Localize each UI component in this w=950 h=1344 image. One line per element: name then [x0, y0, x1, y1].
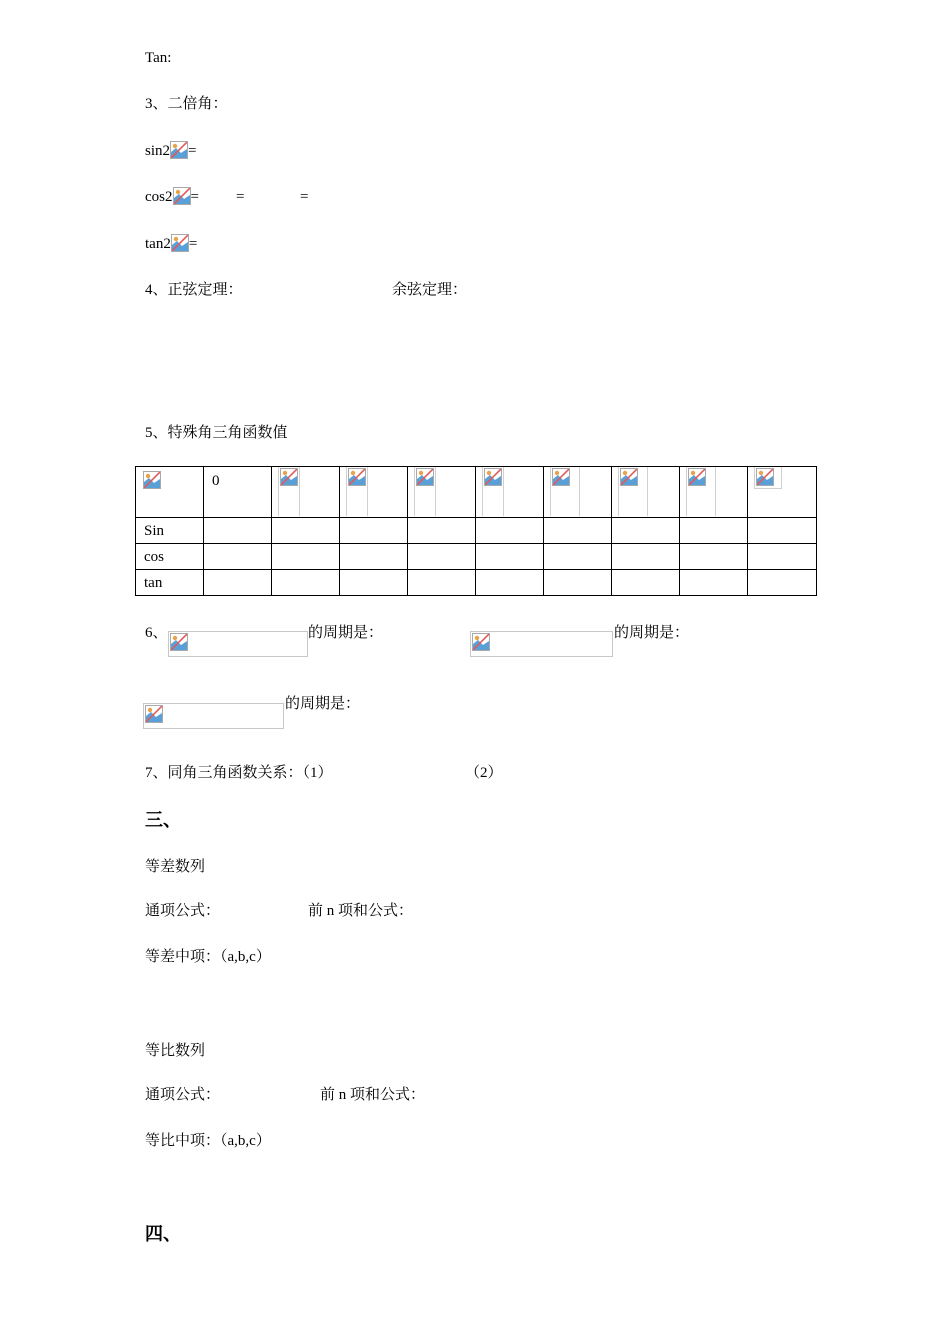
cosine-law-label: 余弦定理：: [392, 282, 468, 298]
geometric-sequence-heading: 等比数列: [145, 1043, 206, 1059]
tan2-line: [145, 234, 197, 254]
geometric-sum-formula: 前 n 项和公式：: [320, 1087, 426, 1103]
table-header-cell: [544, 467, 612, 518]
geometric-general-term: 通项公式：: [145, 1087, 221, 1103]
tan-label: Tan:: [145, 50, 172, 66]
geometric-middle-term: 等比中项：（a,b,c）: [145, 1133, 271, 1149]
section-four-heading: 四、: [145, 1224, 181, 1244]
cos2-prefix: cos2: [145, 189, 173, 205]
table-header-cell: [408, 467, 476, 518]
same-angle-relation-2: （2）: [465, 765, 503, 781]
table-header-cell: [272, 467, 340, 518]
broken-image-icon: [552, 468, 570, 486]
sin2-prefix: sin2: [145, 143, 171, 159]
table-header-row: [136, 467, 817, 518]
table-row: [136, 544, 817, 570]
table-row: [136, 570, 817, 596]
broken-image-icon: [472, 633, 490, 651]
row-label: Sin: [136, 518, 204, 544]
equals-sign: =: [188, 143, 197, 159]
sine-law-label: 4、正弦定理：: [145, 282, 243, 298]
row-label: tan: [136, 570, 204, 596]
cos2-line: [145, 187, 199, 207]
arithmetic-general-term: 通项公式：: [145, 903, 221, 919]
table-row: [136, 518, 817, 544]
table-header-cell: [612, 467, 680, 518]
table-header-cell: [136, 467, 204, 518]
period-label: 的周期是：: [308, 625, 384, 641]
tan2-prefix: tan2: [145, 236, 171, 252]
equals-sign: =: [188, 236, 198, 252]
broken-image-icon: [416, 468, 434, 486]
table-header-cell: [748, 467, 817, 518]
section-three-heading: 三、: [145, 810, 181, 830]
arithmetic-middle-term: 等差中项：（a,b,c）: [145, 949, 271, 965]
table-header-cell: 0: [204, 467, 272, 518]
table-header-cell: [680, 467, 748, 518]
special-values-heading: 5、特殊角三角函数值: [145, 425, 288, 441]
broken-image-icon: [171, 234, 189, 252]
arithmetic-sum-formula: 前 n 项和公式：: [308, 903, 414, 919]
broken-image-icon: [484, 468, 502, 486]
broken-image-icon: [280, 468, 298, 486]
broken-image-icon: [348, 468, 366, 486]
broken-image-icon: [170, 633, 188, 651]
broken-image-icon: [143, 471, 161, 489]
period-label: 的周期是：: [285, 696, 361, 712]
formula-image: [168, 631, 308, 657]
period-prefix: 6、: [145, 625, 168, 641]
broken-image-icon: [145, 705, 163, 723]
double-angle-heading: 3、二倍角：: [145, 96, 228, 112]
broken-image-icon: [170, 141, 188, 159]
equals-sign: =: [300, 189, 309, 205]
same-angle-relation: 7、同角三角函数关系：（1）: [145, 765, 333, 781]
special-angle-table: [135, 466, 817, 596]
formula-image: [143, 703, 284, 729]
arithmetic-sequence-heading: 等差数列: [145, 859, 206, 875]
broken-image-icon: [620, 468, 638, 486]
equals-sign: =: [236, 189, 245, 205]
table-header-cell: [476, 467, 544, 518]
formula-image: [470, 631, 613, 657]
broken-image-icon: [756, 468, 774, 486]
broken-image-icon: [173, 187, 191, 205]
sin2-line: [145, 141, 196, 161]
row-label: cos: [136, 544, 204, 570]
broken-image-icon: [688, 468, 706, 486]
period-label: 的周期是：: [614, 625, 690, 641]
table-header-cell: [340, 467, 408, 518]
equals-sign: =: [190, 189, 199, 205]
